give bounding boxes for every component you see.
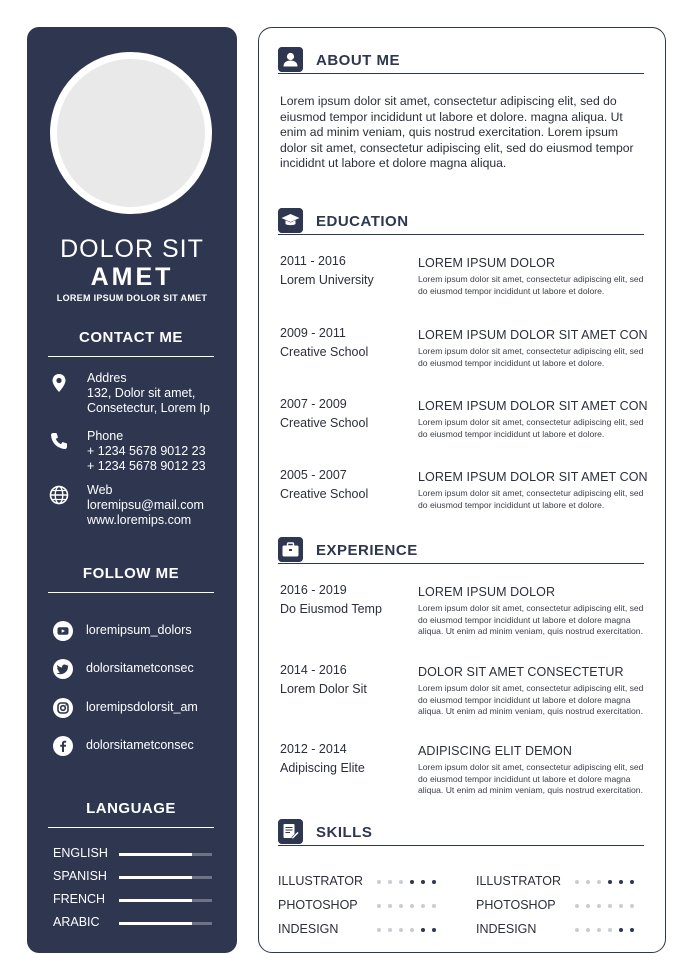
- facebook-icon: [53, 736, 73, 756]
- skill-dot: [597, 880, 601, 884]
- phone-number-2: + 1234 5678 9012 23: [87, 459, 206, 473]
- skills-section-header: [278, 819, 644, 846]
- name-first: DOLOR SIT: [60, 235, 204, 263]
- profile-photo-placeholder: [50, 52, 212, 214]
- entry-organization: Adipiscing Elite: [280, 761, 365, 775]
- skill-dot: [432, 904, 436, 908]
- twitter-icon: [53, 659, 73, 679]
- skill-dot: [619, 880, 623, 884]
- language-level-bar: [119, 853, 212, 856]
- skill-dot: [388, 928, 392, 932]
- skill-dot: [432, 880, 436, 884]
- phone-icon: [49, 431, 69, 451]
- instagram-handle: loremipsdolorsit_am: [86, 700, 198, 714]
- skill-rating-dots: [377, 904, 436, 908]
- skill-dot: [377, 928, 381, 932]
- skill-dot: [575, 904, 579, 908]
- skills-heading: SKILLS: [316, 824, 373, 841]
- skill-name: INDESIGN: [278, 922, 339, 936]
- globe-icon: [49, 485, 69, 505]
- youtube-icon: [53, 621, 73, 641]
- briefcase-icon: [278, 537, 303, 562]
- entry-description: Lorem ipsum dolor sit amet, consectetur adipiscing elit, sed do eiusmod tempor incididunt ut labore et dolore.: [418, 346, 644, 368]
- entry-organization: Lorem Dolor Sit: [280, 682, 367, 696]
- entry-organization: Creative School: [280, 345, 369, 359]
- entry-date: 2014 - 2016: [280, 663, 347, 677]
- skill-rating-dots: [377, 880, 436, 884]
- entry-organization: Creative School: [280, 416, 369, 430]
- skill-dot: [586, 880, 590, 884]
- entry-organization: Lorem University: [280, 273, 374, 287]
- language-name: SPANISH: [53, 869, 107, 883]
- skill-dot: [575, 928, 579, 932]
- address-line1: 132, Dolor sit amet,: [87, 386, 196, 400]
- entry-description: Lorem ipsum dolor sit amet, consectetur adipiscing elit, sed do eiusmod tempor incididunt ut labore et dolore.: [418, 488, 644, 510]
- language-row: [53, 846, 213, 860]
- skill-dot: [421, 880, 425, 884]
- entry-date: 2011 - 2016: [280, 254, 346, 268]
- language-row: [53, 892, 213, 906]
- twitter-handle: dolorsitametconsec: [86, 661, 194, 675]
- experience-heading: EXPERIENCE: [316, 542, 418, 559]
- entry-title: LOREM IPSUM DOLOR SIT AMET CON: [418, 399, 648, 413]
- skill-dot: [388, 880, 392, 884]
- skill-dot: [399, 928, 403, 932]
- skill-dot: [410, 928, 414, 932]
- name-last: AMET: [90, 263, 174, 291]
- skill-dot: [586, 904, 590, 908]
- entry-description: Lorem ipsum dolor sit amet, consectetur adipiscing elit, sed do eiusmod tempor incididunt ut labore et dolore.: [418, 274, 644, 296]
- website-link[interactable]: www.loremips.com: [87, 513, 192, 527]
- entry-date: 2005 - 2007: [280, 468, 347, 482]
- youtube-handle: loremipsum_dolors: [86, 623, 192, 637]
- skill-rating-dots: [575, 928, 634, 932]
- language-level-bar: [119, 876, 212, 879]
- skill-rating-dots: [575, 904, 634, 908]
- skill-dot: [388, 904, 392, 908]
- skill-dot: [630, 880, 634, 884]
- skill-dot: [377, 880, 381, 884]
- email-link[interactable]: loremipsu@mail.com: [87, 498, 204, 512]
- main-content: [258, 27, 666, 953]
- language-name: ARABIC: [53, 915, 100, 929]
- entry-title: ADIPISCING ELIT DEMON: [418, 744, 572, 758]
- contact-heading: CONTACT ME: [48, 329, 214, 357]
- entry-title: LOREM IPSUM DOLOR SIT AMET CON: [418, 328, 648, 342]
- skill-dot: [399, 880, 403, 884]
- skill-dot: [421, 928, 425, 932]
- entry-description: Lorem ipsum dolor sit amet, consectetur adipiscing elit, sed do eiusmod tempor incididunt ut labore et dolore magna aliqua. Ut enim ad minim veniam, quis nostrud exercitation.: [418, 603, 644, 637]
- skill-dot: [619, 928, 623, 932]
- skill-dot: [608, 928, 612, 932]
- skill-dot: [630, 904, 634, 908]
- skill-dot: [608, 904, 612, 908]
- entry-description: Lorem ipsum dolor sit amet, consectetur adipiscing elit, sed do eiusmod tempor incididunt ut labore et dolore magna aliqua. Ut enim ad minim veniam, quis nostrud exercitation.: [418, 683, 644, 717]
- facebook-handle: dolorsitametconsec: [86, 738, 194, 752]
- skill-dot: [619, 904, 623, 908]
- skill-dot: [630, 928, 634, 932]
- entry-date: 2016 - 2019: [280, 583, 347, 597]
- skill-rating-dots: [377, 928, 436, 932]
- about-section-header: [278, 47, 644, 74]
- skill-dot: [377, 904, 381, 908]
- entry-title: LOREM IPSUM DOLOR: [418, 585, 556, 599]
- entry-date: 2007 - 2009: [280, 397, 347, 411]
- language-level-bar: [119, 899, 212, 902]
- about-heading: ABOUT ME: [316, 52, 400, 69]
- instagram-icon: [53, 698, 73, 718]
- skill-dot: [410, 904, 414, 908]
- skill-dot: [432, 928, 436, 932]
- language-name: FRENCH: [53, 892, 106, 906]
- phone-label: Phone: [87, 429, 124, 443]
- skill-name: ILLUSTRATOR: [476, 874, 561, 888]
- language-row: [53, 869, 213, 883]
- skill-dot: [421, 904, 425, 908]
- language-level-bar: [119, 922, 212, 925]
- skill-dot: [586, 928, 590, 932]
- skill-dot: [399, 904, 403, 908]
- experience-section-header: [278, 537, 644, 564]
- skill-dot: [410, 880, 414, 884]
- skill-name: PHOTOSHOP: [278, 898, 358, 912]
- entry-description: Lorem ipsum dolor sit amet, consectetur adipiscing elit, sed do eiusmod tempor incididunt ut labore et dolore.: [418, 417, 644, 439]
- skill-name: INDESIGN: [476, 922, 537, 936]
- tagline: LOREM IPSUM DOLOR SIT AMET: [56, 293, 208, 303]
- skill-name: PHOTOSHOP: [476, 898, 556, 912]
- entry-date: 2012 - 2014: [280, 742, 347, 756]
- address-label: Addres: [87, 371, 127, 385]
- sidebar: [27, 27, 237, 953]
- entry-date: 2009 - 2011: [280, 326, 346, 340]
- entry-title: LOREM IPSUM DOLOR SIT AMET CON: [418, 470, 648, 484]
- education-heading: EDUCATION: [316, 213, 409, 230]
- language-row: [53, 915, 213, 929]
- entry-description: Lorem ipsum dolor sit amet, consectetur adipiscing elit, sed do eiusmod tempor incididunt ut labore et dolore magna aliqua. Ut enim ad minim veniam, quis nostrud exercitation.: [418, 762, 644, 796]
- location-pin-icon: [49, 373, 69, 393]
- skill-dot: [575, 880, 579, 884]
- web-label: Web: [87, 483, 113, 497]
- document-pen-icon: [278, 819, 303, 844]
- user-icon: [278, 47, 303, 72]
- skill-dot: [597, 904, 601, 908]
- entry-organization: Creative School: [280, 487, 369, 501]
- skill-dot: [597, 928, 601, 932]
- skill-name: ILLUSTRATOR: [278, 874, 363, 888]
- skill-rating-dots: [575, 880, 634, 884]
- address-line2: Consetectur, Lorem Ip: [87, 401, 210, 415]
- about-text: Lorem ipsum dolor sit amet, consectetur adipiscing elit, sed do eiusmod tempor incididunt ut labore et dolore. magna aliqua. Ut enim ad minim veniam, quis nostrud exercitation. Lorem ipsum dolor sit amet, consectetur adipiscing elit, sed do eiusmod tempor incididnt ut labore et dolore magna aliqua.: [280, 94, 634, 170]
- education-section-header: [278, 208, 644, 235]
- entry-organization: Do Eiusmod Temp: [280, 602, 382, 616]
- language-name: ENGLISH: [53, 846, 108, 860]
- phone-number-1: + 1234 5678 9012 23: [87, 444, 206, 458]
- entry-title: DOLOR SIT AMET CONSECTETUR: [418, 665, 624, 679]
- skill-dot: [608, 880, 612, 884]
- graduation-cap-icon: [278, 208, 303, 233]
- language-heading: LANGUAGE: [48, 800, 214, 828]
- follow-heading: FOLLOW ME: [48, 565, 214, 593]
- entry-title: LOREM IPSUM DOLOR: [418, 256, 556, 270]
